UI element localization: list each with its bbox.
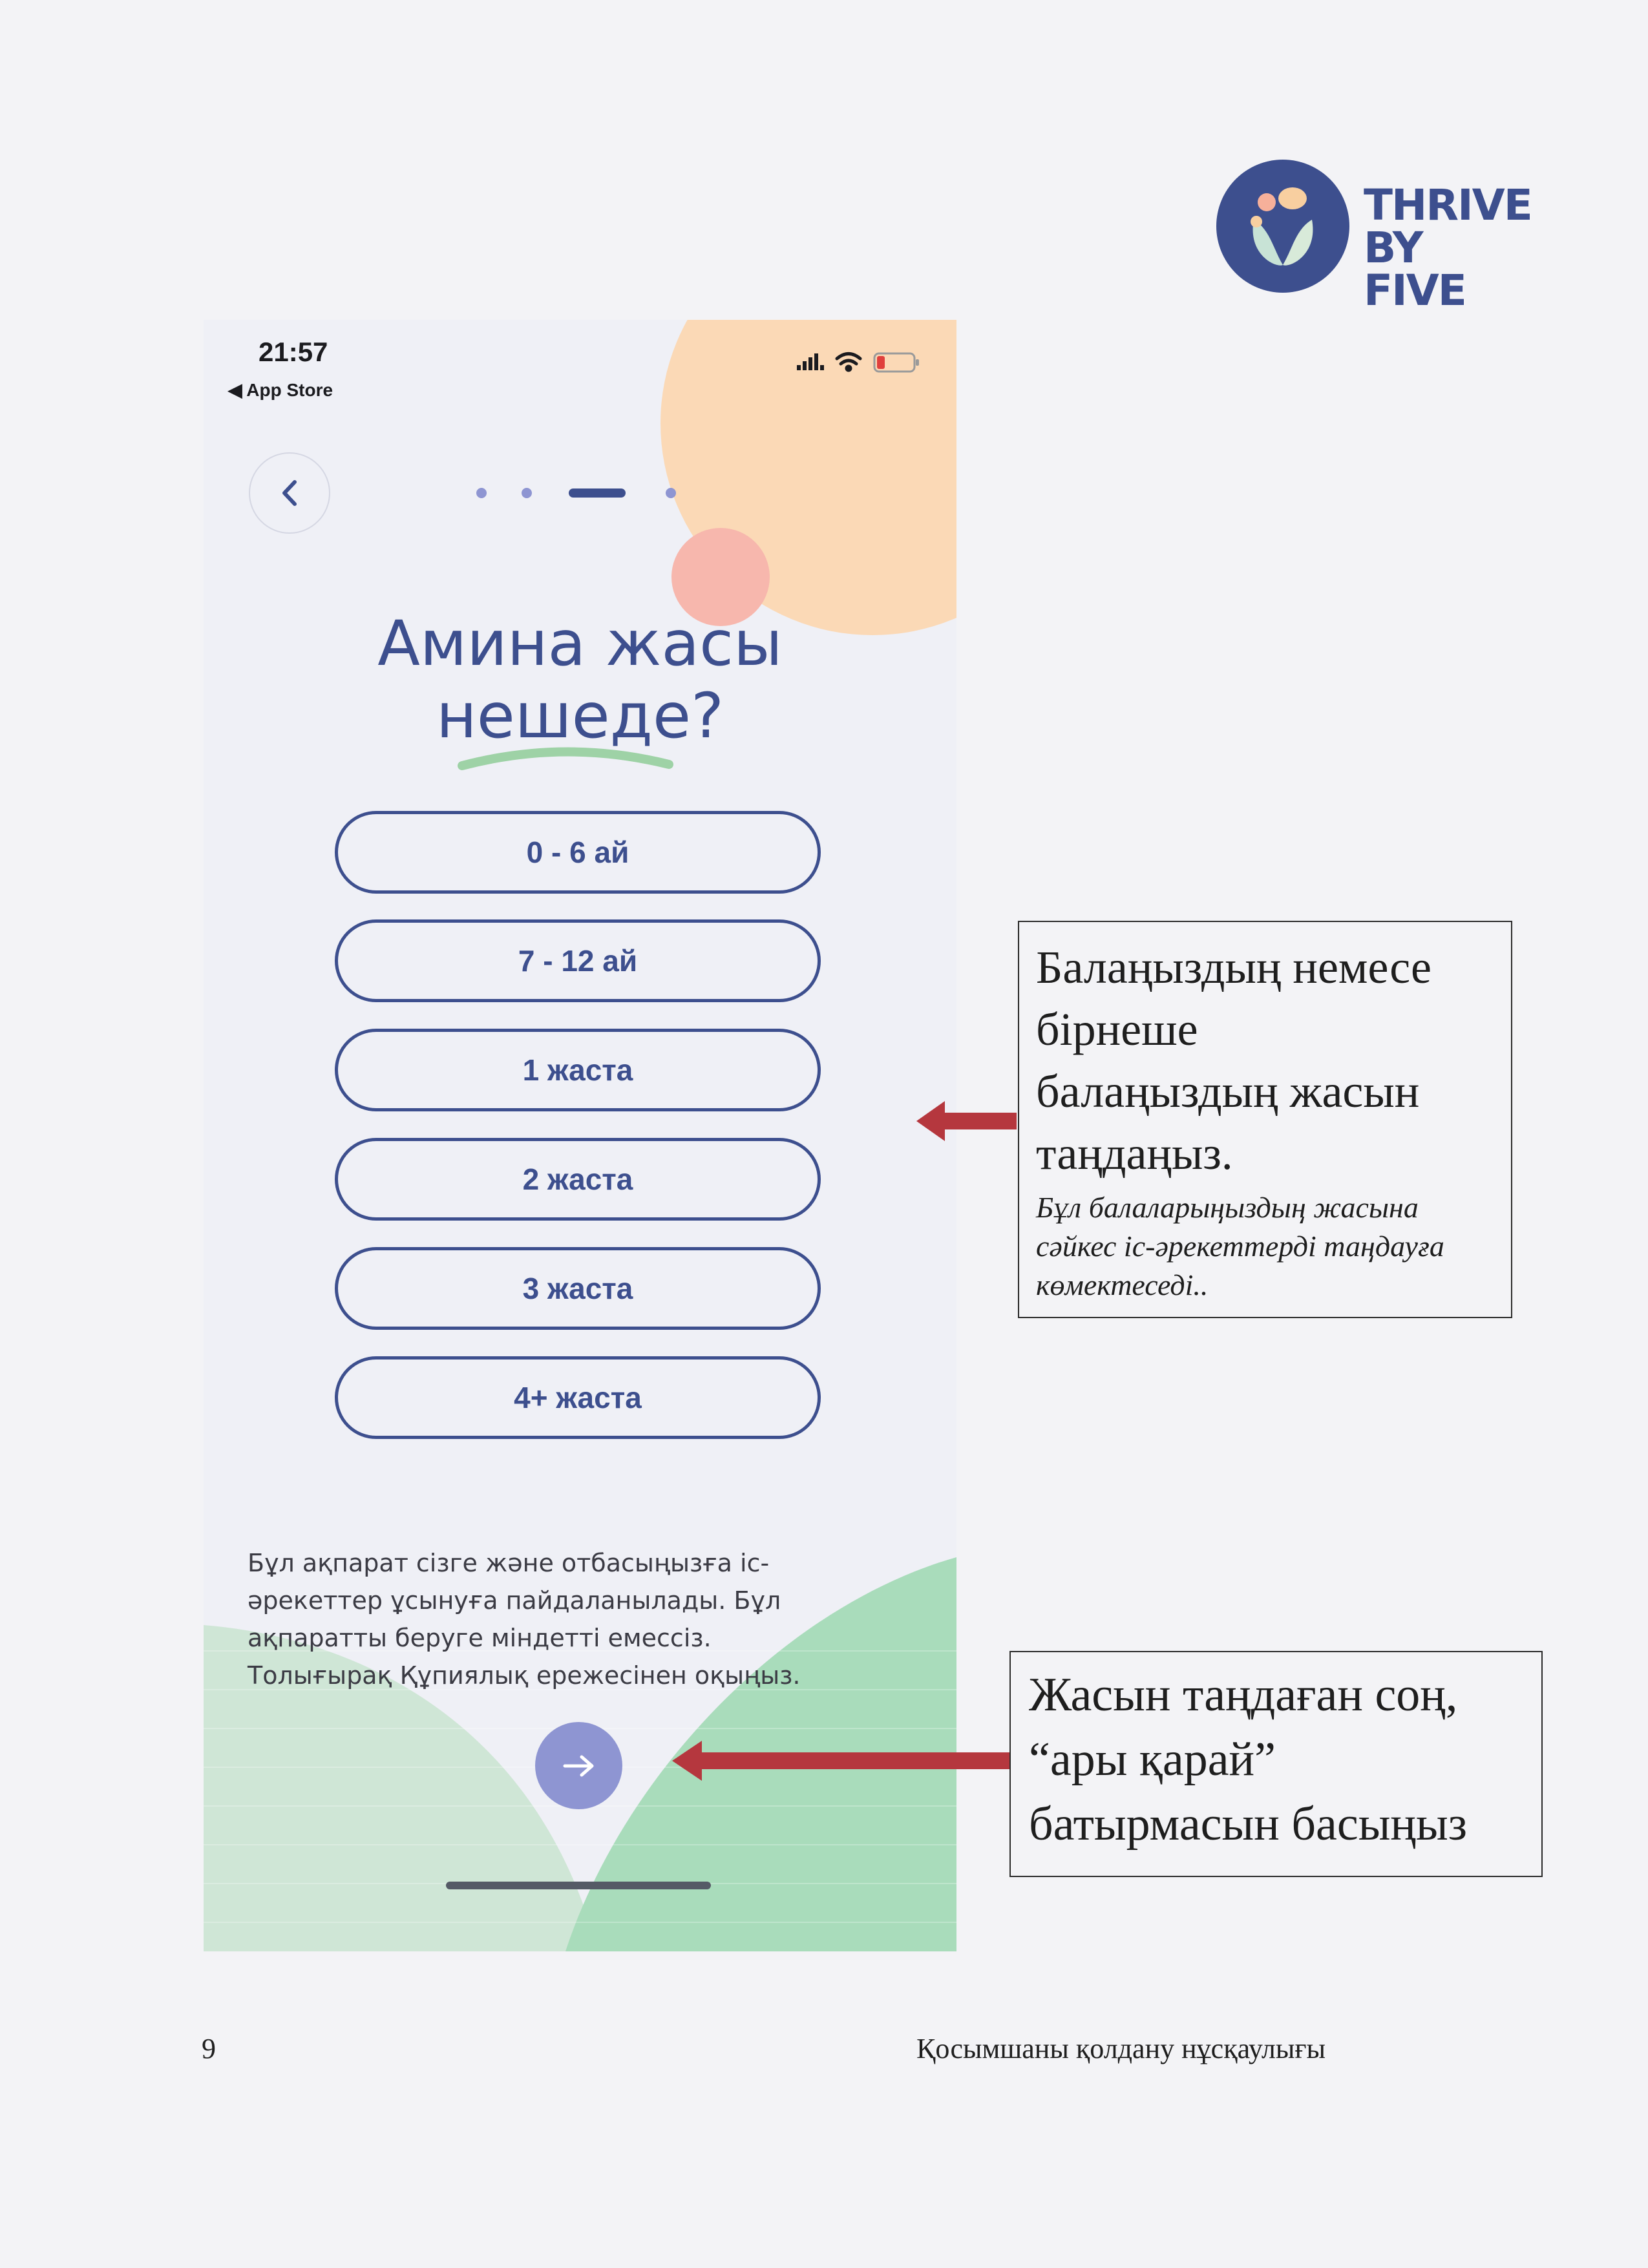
- footer-title: Қосымшаны қолдану нұсқаулығы: [916, 2033, 1326, 2064]
- age-option-4-plus-years[interactable]: 4+ жаста: [335, 1356, 821, 1439]
- annotation-arrow-left-icon: [672, 1738, 1011, 1783]
- status-time: 21:57: [259, 337, 328, 367]
- decorative-background: [204, 320, 956, 1951]
- onboarding-progress-dots: [475, 487, 695, 499]
- page-number: 9: [202, 2033, 216, 2064]
- info-line: Бұл ақпарат сізге және отбасыңызға іс-: [248, 1549, 770, 1577]
- pager-dot: [476, 488, 487, 498]
- pager-dot: [522, 488, 532, 498]
- logo-line-1: THRIVE: [1364, 180, 1532, 230]
- annotation-line: таңдаңыз.: [1036, 1128, 1233, 1179]
- annotation-line: “ары қарай”: [1029, 1733, 1276, 1786]
- age-option-1-year[interactable]: 1 жаста: [335, 1029, 821, 1111]
- info-line: әрекеттер ұсынуға пайдаланылады. Бұл: [248, 1586, 781, 1615]
- arrow-right-icon: [561, 1753, 597, 1779]
- age-question-heading: [204, 607, 956, 752]
- age-selection-annotation: [1018, 921, 1512, 1318]
- next-button[interactable]: [535, 1722, 622, 1809]
- thrive-by-five-logo: [1215, 158, 1532, 315]
- annotation-line: балаңыздың жасын: [1036, 1066, 1420, 1117]
- back-to-app-store-link[interactable]: ◀ App Store: [228, 380, 333, 400]
- pager-dot-active: [569, 488, 626, 498]
- annotation-subline: сәйкес іс-әрекеттерді таңдауға: [1036, 1230, 1444, 1263]
- annotation-arrow-left-icon: [916, 1098, 1017, 1144]
- annotation-subtext: [1036, 1188, 1494, 1305]
- cellular-signal-icon: [797, 353, 824, 370]
- annotation-line: Балаңыздың немесе: [1036, 941, 1431, 993]
- logo-wordmark: [1364, 180, 1532, 315]
- age-option-7-12-months[interactable]: 7 - 12 ай: [335, 919, 821, 1002]
- annotation-line: Жасын таңдаған соң,: [1029, 1668, 1458, 1721]
- status-icons: [797, 346, 933, 378]
- wifi-icon: [837, 354, 860, 371]
- question-line-1: Амина жасы: [377, 607, 783, 680]
- home-indicator: [446, 1882, 711, 1889]
- age-option-3-years[interactable]: 3 жаста: [335, 1247, 821, 1330]
- privacy-policy-link[interactable]: Толығырақ Құпиялық ережесінен оқыңыз.: [248, 1661, 801, 1690]
- info-line: ақпаратты беруге міндетті емессіз.: [248, 1624, 712, 1652]
- annotation-line: батырмасын басыңыз: [1029, 1798, 1467, 1851]
- question-line-2: нешеде?: [436, 680, 724, 752]
- age-option-2-years[interactable]: 2 жаста: [335, 1138, 821, 1221]
- battery-low-icon: [874, 353, 919, 372]
- privacy-info-text: [248, 1544, 868, 1694]
- pager-dot: [666, 488, 676, 498]
- age-option-0-6-months[interactable]: 0 - 6 ай: [335, 811, 821, 894]
- next-button-annotation: [1009, 1651, 1543, 1877]
- annotation-line: бірнеше: [1036, 1003, 1198, 1055]
- annotation-subline: Бұл балаларыңыздың жасына: [1036, 1191, 1419, 1224]
- phone-screenshot: [204, 320, 956, 1951]
- heading-underline-swoosh: [456, 739, 675, 777]
- chevron-left-icon: [277, 477, 302, 509]
- back-button[interactable]: [249, 452, 330, 534]
- logo-flower-icon: [1215, 158, 1351, 294]
- logo-line-2: BY FIVE: [1364, 223, 1466, 315]
- annotation-subline: көмектеседі..: [1036, 1268, 1209, 1301]
